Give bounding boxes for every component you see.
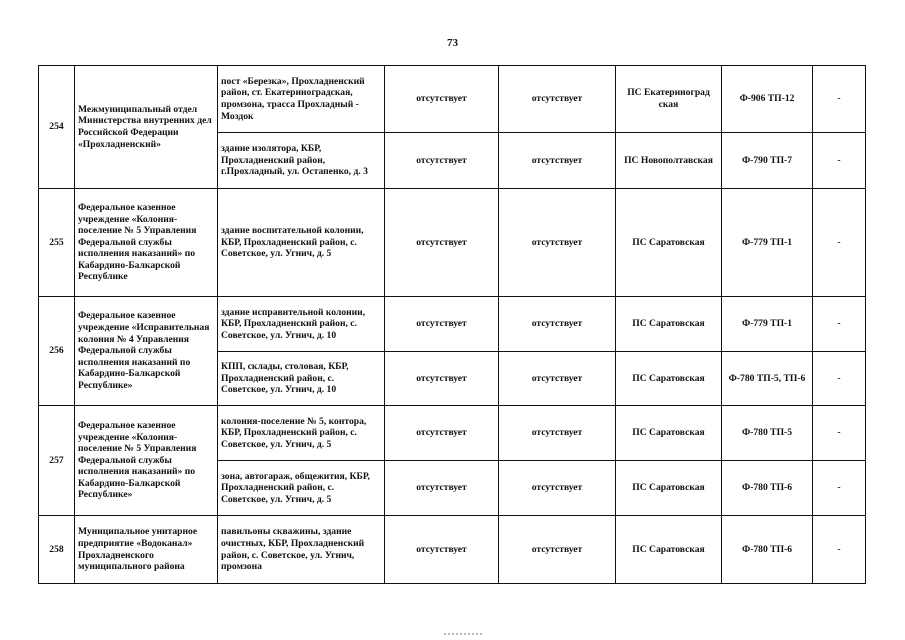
table-cell: отсутствует bbox=[385, 133, 499, 189]
facility-address: здание воспитательной колонии, КБР, Прохладненский район, с. Советское, ул. Угнич, д. 5 bbox=[218, 189, 385, 297]
organization-name: Федеральное казенное учреждение «Колония-поселение № 5 Управления Федеральной службы исполнения наказаний» по Кабардино-Балкарской Республике bbox=[75, 189, 218, 297]
page-number: 73 bbox=[447, 37, 458, 49]
table-row bbox=[39, 297, 866, 352]
table-row bbox=[39, 516, 866, 584]
row-number: 255 bbox=[39, 189, 75, 297]
facility-address: здание изолятора, КБР, Прохладненский район, г.Прохладный, ул. Остапенко, д. 3 bbox=[218, 133, 385, 189]
table-cell: отсутствует bbox=[499, 352, 616, 406]
substation-cell: ПС Новополтавская bbox=[616, 133, 722, 189]
table-cell: - bbox=[813, 406, 866, 461]
organization-name: Федеральное казенное учреждение «Исправительная колония № 4 Управления Федеральной службы исполнения наказаний по Кабардино-Балкарской Республике» bbox=[75, 297, 218, 406]
organization-name: Межмуниципальный отдел Министерства внутренних дел Российской Федерации «Прохладненский» bbox=[75, 66, 218, 189]
table-row bbox=[39, 66, 866, 133]
feeder-cell: Ф-780 ТП-6 bbox=[722, 516, 813, 584]
organization-name: Муниципальное унитарное предприятие «Водоканал» Прохладненского муниципального района bbox=[75, 516, 218, 584]
substation-cell: ПС Саратовская bbox=[616, 189, 722, 297]
table-cell: отсутствует bbox=[385, 66, 499, 133]
facility-address: колония-поселение № 5, контора, КБР, Прохладненский район, с. Советское, ул. Угнич, д. 5 bbox=[218, 406, 385, 461]
table-cell: отсутствует bbox=[385, 516, 499, 584]
row-number: 257 bbox=[39, 406, 75, 516]
feeder-cell: Ф-906 ТП-12 bbox=[722, 66, 813, 133]
table-cell: отсутствует bbox=[499, 297, 616, 352]
feeder-cell: Ф-780 ТП-6 bbox=[722, 461, 813, 516]
table-cell: - bbox=[813, 297, 866, 352]
organization-name: Федеральное казенное учреждение «Колония-поселение № 5 Управления Федеральной службы исполнения наказаний» по Кабардино-Балкарской Республике» bbox=[75, 406, 218, 516]
substation-cell: ПС Екатериноград ская bbox=[616, 66, 722, 133]
table-row bbox=[39, 406, 866, 461]
feeder-cell: Ф-779 ТП-1 bbox=[722, 297, 813, 352]
substation-cell: ПС Саратовская bbox=[616, 297, 722, 352]
table-cell: - bbox=[813, 516, 866, 584]
table-cell: - bbox=[813, 133, 866, 189]
table-cell: отсутствует bbox=[385, 352, 499, 406]
facilities-table bbox=[38, 65, 866, 584]
feeder-cell: Ф-780 ТП-5 bbox=[722, 406, 813, 461]
table-cell: отсутствует bbox=[385, 406, 499, 461]
table-cell: отсутствует bbox=[385, 461, 499, 516]
substation-cell: ПС Саратовская bbox=[616, 461, 722, 516]
row-number: 258 bbox=[39, 516, 75, 584]
feeder-cell: Ф-779 ТП-1 bbox=[722, 189, 813, 297]
facility-address: зона, автогараж, общежития, КБР, Прохладненский район, с. Советское, ул. Угнич, д. 5 bbox=[218, 461, 385, 516]
facility-address: КПП, склады, столовая, КБР, Прохладненский район, с. Советское, ул. Угнич, д. 10 bbox=[218, 352, 385, 406]
table-row bbox=[39, 189, 866, 297]
facility-address: павильоны скважины, здание очистных, КБР, Прохладненский район, с. Советское, ул. Угнич, промзона bbox=[218, 516, 385, 584]
substation-cell: ПС Саратовская bbox=[616, 516, 722, 584]
table-cell: отсутствует bbox=[499, 406, 616, 461]
feeder-cell: Ф-780 ТП-5, ТП-6 bbox=[722, 352, 813, 406]
facility-address: здание исправительной колонии, КБР, Прохладненский район, с. Советское, ул. Угнич, д. 10 bbox=[218, 297, 385, 352]
table-cell: - bbox=[813, 461, 866, 516]
table-cell: отсутствует bbox=[499, 66, 616, 133]
table-cell: - bbox=[813, 352, 866, 406]
table-cell: отсутствует bbox=[385, 189, 499, 297]
substation-cell: ПС Саратовская bbox=[616, 406, 722, 461]
row-number: 256 bbox=[39, 297, 75, 406]
facility-address: пост «Березка», Прохладненский район, ст. Екатериноградская, промзона, трасса Прохладный - Моздок bbox=[218, 66, 385, 133]
feeder-cell: Ф-790 ТП-7 bbox=[722, 133, 813, 189]
table-cell: отсутствует bbox=[385, 297, 499, 352]
table-cell: - bbox=[813, 189, 866, 297]
table-cell: отсутствует bbox=[499, 516, 616, 584]
scan-artifact bbox=[444, 633, 482, 638]
table-cell: отсутствует bbox=[499, 461, 616, 516]
row-number: 254 bbox=[39, 66, 75, 189]
table-cell: отсутствует bbox=[499, 133, 616, 189]
table-cell: - bbox=[813, 66, 866, 133]
table-cell: отсутствует bbox=[499, 189, 616, 297]
substation-cell: ПС Саратовская bbox=[616, 352, 722, 406]
